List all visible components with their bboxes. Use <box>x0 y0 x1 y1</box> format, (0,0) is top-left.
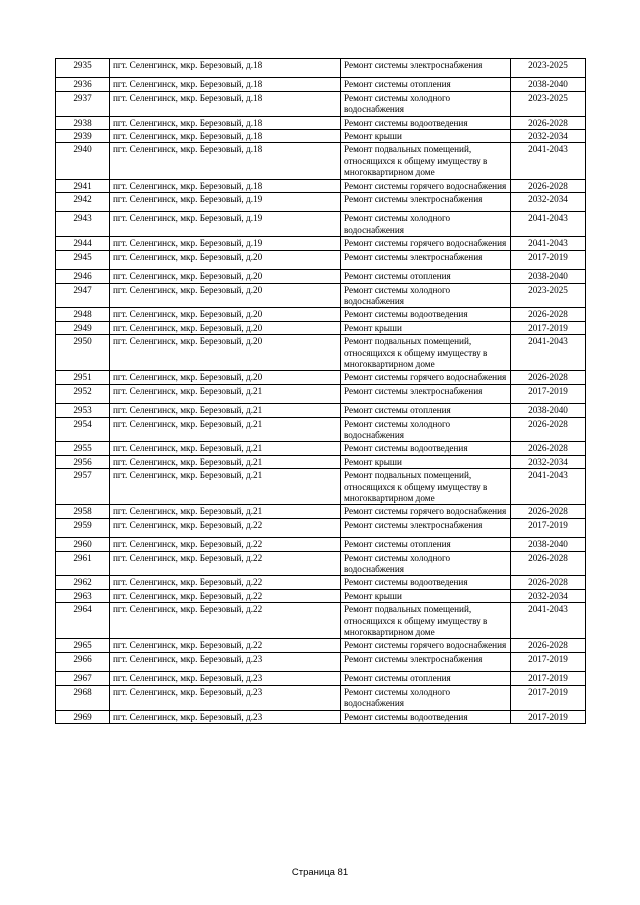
work-type-cell: Ремонт системы электроснабжения <box>341 193 511 212</box>
address-cell: пгт. Селенгинск, мкр. Березовый, д.20 <box>110 308 341 321</box>
period-cell: 2017-2019 <box>511 384 586 403</box>
address-cell: пгт. Селенгинск, мкр. Березовый, д.18 <box>110 143 341 179</box>
table-row <box>56 672 586 685</box>
period-cell: 2041-2043 <box>511 143 586 179</box>
work-type-cell: Ремонт системы горячего водоснабжения <box>341 179 511 192</box>
work-type-cell: Ремонт системы отопления <box>341 270 511 283</box>
row-number-cell: 2943 <box>56 212 110 237</box>
address-cell: пгт. Селенгинск, мкр. Березовый, д.21 <box>110 442 341 455</box>
period-cell: 2041-2043 <box>511 603 586 639</box>
table-row <box>56 685 586 710</box>
address-cell: пгт. Селенгинск, мкр. Березовый, д.19 <box>110 212 341 237</box>
row-number-cell: 2946 <box>56 270 110 283</box>
work-type-cell: Ремонт подвальных помещений, относящихся к общему имуществу в многоквартирном доме <box>341 143 511 179</box>
table-row <box>56 335 586 371</box>
page-footer <box>0 867 640 878</box>
period-cell: 2026-2028 <box>511 179 586 192</box>
table-row <box>56 250 586 269</box>
work-type-cell: Ремонт крыши <box>341 455 511 468</box>
address-cell: пгт. Селенгинск, мкр. Березовый, д.20 <box>110 283 341 308</box>
address-cell: пгт. Селенгинск, мкр. Березовый, д.20 <box>110 321 341 334</box>
row-number-cell: 2958 <box>56 505 110 518</box>
table-row <box>56 551 586 576</box>
address-cell: пгт. Селенгинск, мкр. Березовый, д.20 <box>110 250 341 269</box>
period-cell: 2026-2028 <box>511 576 586 589</box>
table-row <box>56 442 586 455</box>
row-number-cell: 2955 <box>56 442 110 455</box>
table-row <box>56 652 586 671</box>
address-cell: пгт. Селенгинск, мкр. Березовый, д.22 <box>110 589 341 602</box>
period-cell: 2041-2043 <box>511 237 586 250</box>
period-cell: 2026-2028 <box>511 551 586 576</box>
address-cell: пгт. Селенгинск, мкр. Березовый, д.20 <box>110 371 341 384</box>
period-cell: 2026-2028 <box>511 442 586 455</box>
table-row <box>56 91 586 116</box>
address-cell: пгт. Селенгинск, мкр. Березовый, д.18 <box>110 78 341 91</box>
period-cell: 2023-2025 <box>511 59 586 78</box>
row-number-cell: 2949 <box>56 321 110 334</box>
period-cell: 2017-2019 <box>511 250 586 269</box>
work-type-cell: Ремонт системы водоотведения <box>341 710 511 723</box>
work-type-cell: Ремонт системы отопления <box>341 404 511 417</box>
row-number-cell: 2960 <box>56 538 110 551</box>
work-type-cell: Ремонт крыши <box>341 589 511 602</box>
row-number-cell: 2941 <box>56 179 110 192</box>
address-cell: пгт. Селенгинск, мкр. Березовый, д.19 <box>110 237 341 250</box>
table-body <box>56 59 586 724</box>
address-cell: пгт. Селенгинск, мкр. Березовый, д.21 <box>110 505 341 518</box>
work-type-cell: Ремонт системы холодного водоснабжения <box>341 551 511 576</box>
address-cell: пгт. Селенгинск, мкр. Березовый, д.21 <box>110 404 341 417</box>
address-cell: пгт. Селенгинск, мкр. Березовый, д.21 <box>110 469 341 505</box>
table-row <box>56 308 586 321</box>
work-type-cell: Ремонт крыши <box>341 130 511 143</box>
table-row <box>56 130 586 143</box>
table-row <box>56 518 586 537</box>
repair-schedule-table <box>55 58 586 724</box>
table-row <box>56 212 586 237</box>
period-cell: 2026-2028 <box>511 371 586 384</box>
work-type-cell: Ремонт системы электроснабжения <box>341 250 511 269</box>
work-type-cell: Ремонт системы холодного водоснабжения <box>341 212 511 237</box>
table-row <box>56 710 586 723</box>
work-type-cell: Ремонт системы водоотведения <box>341 442 511 455</box>
period-cell: 2017-2019 <box>511 518 586 537</box>
row-number-cell: 2948 <box>56 308 110 321</box>
period-cell: 2017-2019 <box>511 710 586 723</box>
address-cell: пгт. Селенгинск, мкр. Березовый, д.22 <box>110 538 341 551</box>
table-row <box>56 538 586 551</box>
work-type-cell: Ремонт системы водоотведения <box>341 116 511 129</box>
work-type-cell: Ремонт подвальных помещений, относящихся к общему имуществу в многоквартирном доме <box>341 469 511 505</box>
period-cell: 2026-2028 <box>511 639 586 652</box>
work-type-cell: Ремонт системы водоотведения <box>341 308 511 321</box>
table-row <box>56 455 586 468</box>
work-type-cell: Ремонт системы горячего водоснабжения <box>341 505 511 518</box>
row-number-cell: 2959 <box>56 518 110 537</box>
row-number-cell: 2950 <box>56 335 110 371</box>
work-type-cell: Ремонт системы отопления <box>341 672 511 685</box>
table-row <box>56 469 586 505</box>
address-cell: пгт. Селенгинск, мкр. Березовый, д.22 <box>110 551 341 576</box>
period-cell: 2032-2034 <box>511 130 586 143</box>
document-page <box>55 58 585 724</box>
row-number-cell: 2961 <box>56 551 110 576</box>
period-cell: 2041-2043 <box>511 212 586 237</box>
work-type-cell: Ремонт системы отопления <box>341 538 511 551</box>
row-number-cell: 2967 <box>56 672 110 685</box>
period-cell: 2017-2019 <box>511 652 586 671</box>
row-number-cell: 2940 <box>56 143 110 179</box>
table-row <box>56 116 586 129</box>
address-cell: пгт. Селенгинск, мкр. Березовый, д.21 <box>110 455 341 468</box>
address-cell: пгт. Селенгинск, мкр. Березовый, д.18 <box>110 130 341 143</box>
period-cell: 2023-2025 <box>511 283 586 308</box>
row-number-cell: 2936 <box>56 78 110 91</box>
period-cell: 2017-2019 <box>511 672 586 685</box>
work-type-cell: Ремонт системы холодного водоснабжения <box>341 91 511 116</box>
row-number-cell: 2956 <box>56 455 110 468</box>
work-type-cell: Ремонт системы холодного водоснабжения <box>341 685 511 710</box>
table-row <box>56 283 586 308</box>
table-row <box>56 78 586 91</box>
row-number-cell: 2942 <box>56 193 110 212</box>
period-cell: 2038-2040 <box>511 78 586 91</box>
row-number-cell: 2938 <box>56 116 110 129</box>
work-type-cell: Ремонт системы горячего водоснабжения <box>341 237 511 250</box>
row-number-cell: 2966 <box>56 652 110 671</box>
row-number-cell: 2953 <box>56 404 110 417</box>
work-type-cell: Ремонт системы горячего водоснабжения <box>341 371 511 384</box>
table-row <box>56 639 586 652</box>
work-type-cell: Ремонт системы отопления <box>341 78 511 91</box>
work-type-cell: Ремонт системы холодного водоснабжения <box>341 417 511 442</box>
row-number-cell: 2962 <box>56 576 110 589</box>
row-number-cell: 2957 <box>56 469 110 505</box>
table-row <box>56 371 586 384</box>
address-cell: пгт. Селенгинск, мкр. Березовый, д.23 <box>110 685 341 710</box>
work-type-cell: Ремонт системы холодного водоснабжения <box>341 283 511 308</box>
period-cell: 2017-2019 <box>511 685 586 710</box>
table-row <box>56 143 586 179</box>
period-cell: 2041-2043 <box>511 469 586 505</box>
work-type-cell: Ремонт крыши <box>341 321 511 334</box>
period-cell: 2032-2034 <box>511 589 586 602</box>
work-type-cell: Ремонт системы водоотведения <box>341 576 511 589</box>
period-cell: 2026-2028 <box>511 505 586 518</box>
work-type-cell: Ремонт системы электроснабжения <box>341 518 511 537</box>
table-row <box>56 505 586 518</box>
period-cell: 2041-2043 <box>511 335 586 371</box>
row-number-cell: 2968 <box>56 685 110 710</box>
row-number-cell: 2947 <box>56 283 110 308</box>
work-type-cell: Ремонт системы электроснабжения <box>341 59 511 78</box>
row-number-cell: 2952 <box>56 384 110 403</box>
row-number-cell: 2963 <box>56 589 110 602</box>
period-cell: 2038-2040 <box>511 404 586 417</box>
table-row <box>56 321 586 334</box>
table-row <box>56 179 586 192</box>
row-number-cell: 2944 <box>56 237 110 250</box>
table-row <box>56 237 586 250</box>
period-cell: 2026-2028 <box>511 116 586 129</box>
table-row <box>56 193 586 212</box>
address-cell: пгт. Селенгинск, мкр. Березовый, д.22 <box>110 603 341 639</box>
page-number-label: Страница 81 <box>291 867 349 878</box>
address-cell: пгт. Селенгинск, мкр. Березовый, д.23 <box>110 652 341 671</box>
address-cell: пгт. Селенгинск, мкр. Березовый, д.18 <box>110 116 341 129</box>
period-cell: 2017-2019 <box>511 321 586 334</box>
work-type-cell: Ремонт системы электроснабжения <box>341 652 511 671</box>
table-row <box>56 576 586 589</box>
address-cell: пгт. Селенгинск, мкр. Березовый, д.18 <box>110 179 341 192</box>
table-row <box>56 603 586 639</box>
address-cell: пгт. Селенгинск, мкр. Березовый, д.22 <box>110 639 341 652</box>
work-type-cell: Ремонт подвальных помещений, относящихся к общему имуществу в многоквартирном доме <box>341 603 511 639</box>
address-cell: пгт. Селенгинск, мкр. Березовый, д.23 <box>110 710 341 723</box>
address-cell: пгт. Селенгинск, мкр. Березовый, д.21 <box>110 417 341 442</box>
address-cell: пгт. Селенгинск, мкр. Березовый, д.20 <box>110 270 341 283</box>
work-type-cell: Ремонт подвальных помещений, относящихся к общему имуществу в многоквартирном доме <box>341 335 511 371</box>
row-number-cell: 2939 <box>56 130 110 143</box>
row-number-cell: 2937 <box>56 91 110 116</box>
address-cell: пгт. Селенгинск, мкр. Березовый, д.18 <box>110 59 341 78</box>
address-cell: пгт. Селенгинск, мкр. Березовый, д.19 <box>110 193 341 212</box>
period-cell: 2026-2028 <box>511 308 586 321</box>
table-row <box>56 417 586 442</box>
address-cell: пгт. Селенгинск, мкр. Березовый, д.21 <box>110 384 341 403</box>
period-cell: 2026-2028 <box>511 417 586 442</box>
row-number-cell: 2964 <box>56 603 110 639</box>
table-row <box>56 59 586 78</box>
row-number-cell: 2935 <box>56 59 110 78</box>
address-cell: пгт. Селенгинск, мкр. Березовый, д.20 <box>110 335 341 371</box>
row-number-cell: 2951 <box>56 371 110 384</box>
period-cell: 2032-2034 <box>511 455 586 468</box>
table-row <box>56 270 586 283</box>
period-cell: 2038-2040 <box>511 538 586 551</box>
period-cell: 2023-2025 <box>511 91 586 116</box>
period-cell: 2032-2034 <box>511 193 586 212</box>
work-type-cell: Ремонт системы горячего водоснабжения <box>341 639 511 652</box>
row-number-cell: 2954 <box>56 417 110 442</box>
row-number-cell: 2945 <box>56 250 110 269</box>
table-row <box>56 384 586 403</box>
address-cell: пгт. Селенгинск, мкр. Березовый, д.22 <box>110 518 341 537</box>
work-type-cell: Ремонт системы электроснабжения <box>341 384 511 403</box>
row-number-cell: 2969 <box>56 710 110 723</box>
address-cell: пгт. Селенгинск, мкр. Березовый, д.18 <box>110 91 341 116</box>
table-row <box>56 404 586 417</box>
row-number-cell: 2965 <box>56 639 110 652</box>
table-row <box>56 589 586 602</box>
period-cell: 2038-2040 <box>511 270 586 283</box>
address-cell: пгт. Селенгинск, мкр. Березовый, д.23 <box>110 672 341 685</box>
address-cell: пгт. Селенгинск, мкр. Березовый, д.22 <box>110 576 341 589</box>
